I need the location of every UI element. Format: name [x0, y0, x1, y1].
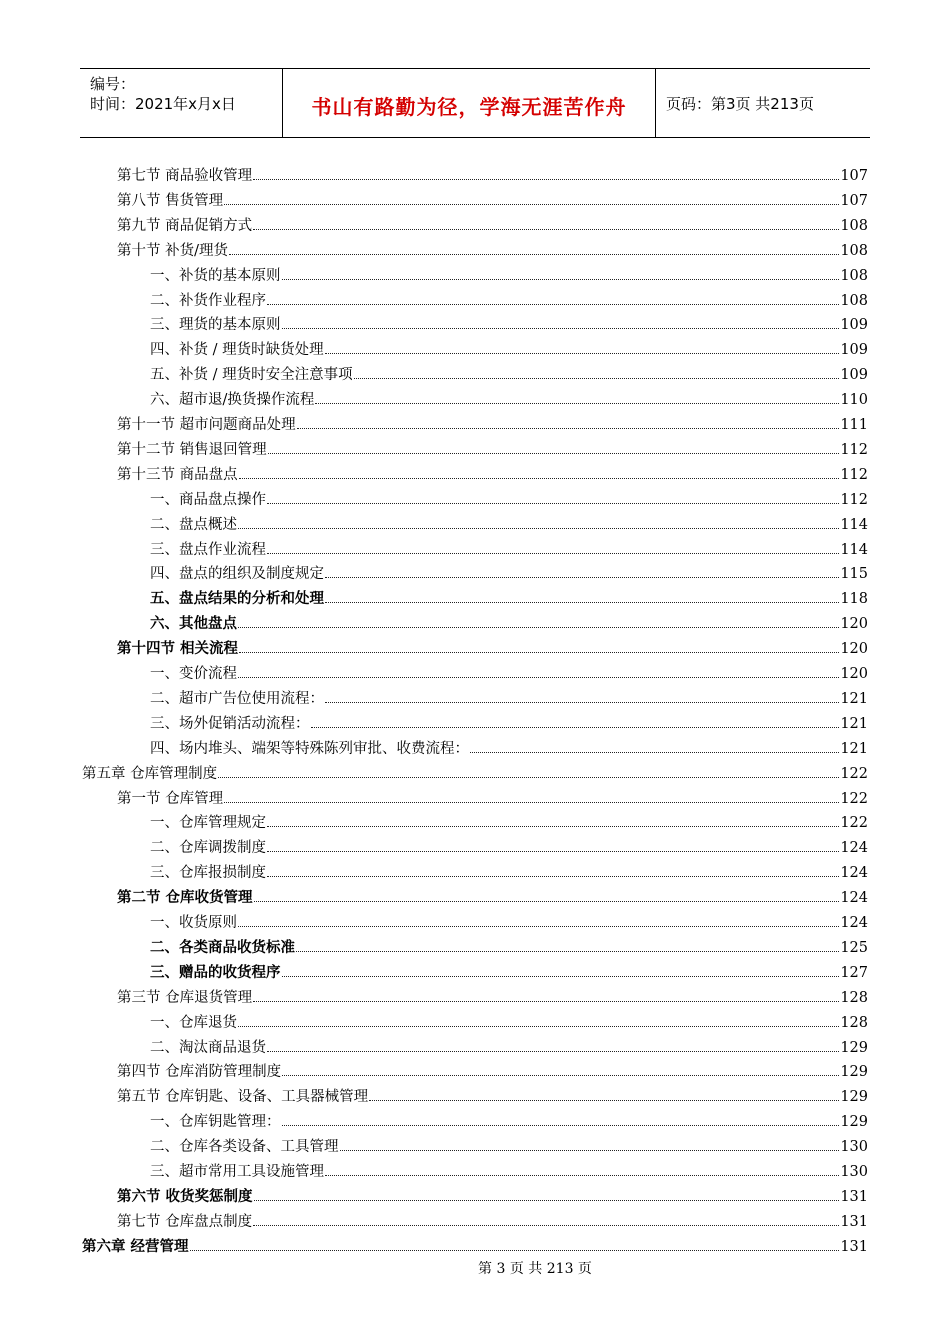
toc-leader-dots [239, 478, 840, 479]
toc-entry-page: 115 [840, 566, 868, 583]
toc-entry-page: 129 [840, 1039, 868, 1056]
toc-entry[interactable] [150, 959, 868, 981]
toc-leader-dots [268, 453, 840, 454]
toc-leader-dots [229, 254, 839, 255]
toc-entry[interactable] [117, 237, 868, 259]
toc-leader-dots [282, 328, 840, 329]
toc-leader-dots [369, 1100, 839, 1101]
doc-number-label: 编号： [90, 75, 136, 93]
toc-leader-dots [238, 1026, 839, 1027]
toc-entry-title: 一、收货原则 [150, 915, 237, 931]
toc-entry[interactable] [150, 1034, 868, 1056]
toc-entry[interactable] [82, 760, 868, 782]
toc-entry[interactable] [150, 809, 868, 831]
toc-entry-title: 一、仓库管理规定 [150, 815, 266, 832]
toc-entry[interactable] [117, 884, 868, 906]
toc-entry-title: 四、盘点的组织及制度规定 [150, 566, 324, 583]
toc-entry[interactable] [150, 834, 868, 856]
toc-leader-dots [282, 976, 840, 977]
toc-entry[interactable] [150, 287, 868, 309]
toc-entry-title: 第六章 经营管理 [82, 1237, 189, 1255]
toc-leader-dots [267, 1051, 839, 1052]
toc-leader-dots [254, 901, 840, 902]
toc-entry-title: 一、仓库钥匙管理： [150, 1114, 281, 1131]
toc-leader-dots [267, 304, 839, 305]
toc-entry-title: 二、仓库调拨制度 [150, 840, 266, 857]
toc-entry-title: 第一节 仓库管理 [117, 790, 224, 807]
toc-entry-page: 120 [840, 641, 868, 658]
toc-entry-title: 六、其他盘点 [150, 615, 237, 633]
toc-leader-dots [267, 553, 839, 554]
toc-entry[interactable] [117, 1183, 868, 1205]
toc-entry[interactable] [117, 187, 868, 209]
toc-entry-page: 110 [840, 392, 868, 409]
header-meta-cell [80, 69, 283, 137]
toc-entry-page: 107 [840, 168, 868, 184]
toc-entry-title: 三、理货的基本原则 [150, 317, 281, 334]
toc-entry[interactable] [117, 461, 868, 483]
toc-entry-page: 108 [840, 267, 868, 284]
toc-entry-page: 122 [840, 815, 868, 832]
toc-leader-dots [253, 1001, 839, 1002]
toc-leader-dots [325, 602, 839, 603]
toc-entry-page: 109 [840, 342, 868, 359]
toc-leader-dots [282, 1125, 840, 1126]
toc-entry-page: 111 [840, 417, 868, 433]
toc-entry[interactable] [150, 1133, 868, 1155]
toc-entry-title: 二、各类商品收货标准 [150, 938, 295, 956]
toc-entry-title: 第二节 仓库收货管理 [117, 889, 253, 907]
toc-entry-page: 127 [840, 964, 868, 981]
toc-leader-dots [325, 353, 840, 354]
toc-entry-page: 124 [840, 865, 868, 882]
toc-leader-dots [238, 627, 839, 628]
toc-entry-title: 五、补货 / 理货时安全注意事项 [150, 367, 353, 384]
toc-entry-page: 114 [840, 516, 868, 533]
toc-entry-title: 三、场外促销活动流程： [150, 715, 310, 732]
toc-entry-title: 二、淘汰商品退货 [150, 1039, 266, 1056]
toc-entry-title: 第十三节 商品盘点 [117, 466, 238, 483]
toc-entry-title: 第八节 售货管理 [117, 192, 224, 209]
toc-entry-page: 121 [840, 690, 868, 707]
toc-leader-dots [224, 204, 839, 205]
toc-entry-page: 121 [840, 740, 868, 757]
toc-entry[interactable] [117, 212, 868, 234]
toc-entry-title: 第六节 收货奖惩制度 [117, 1187, 253, 1205]
toc-entry-title: 第七节 商品验收管理 [117, 168, 253, 184]
toc-entry-title: 四、场内堆头、端架等特殊陈列审批、收费流程： [150, 740, 469, 757]
toc-entry-page: 118 [840, 591, 868, 608]
toc-entry[interactable] [150, 336, 868, 358]
toc-entry-title: 第十四节 相关流程 [117, 640, 239, 658]
toc-entry[interactable] [150, 610, 868, 632]
toc-entry-page: 108 [840, 217, 868, 234]
toc-leader-dots [238, 528, 839, 529]
toc-entry-title: 四、补货 / 理货时缺货处理 [150, 342, 324, 359]
toc-entry-page: 109 [840, 367, 868, 384]
toc-leader-dots [325, 702, 839, 703]
toc-entry-title: 第五章 仓库管理制度 [82, 765, 218, 782]
toc-entry-page: 129 [840, 1114, 868, 1131]
header-motto: 书山有路勤为径，学海无涯苦作舟 [311, 95, 627, 119]
toc-entry[interactable] [150, 386, 868, 408]
toc-entry-title: 第十节 补货/理货 [117, 242, 228, 259]
toc-entry[interactable] [117, 1083, 868, 1105]
toc-entry-title: 二、盘点概述 [150, 516, 237, 533]
toc-entry-title: 第四节 仓库消防管理制度 [117, 1064, 282, 1081]
toc-entry-page: 130 [840, 1164, 868, 1180]
toc-entry[interactable] [117, 635, 868, 657]
toc-entry[interactable] [150, 311, 868, 333]
page-header [80, 68, 870, 138]
toc-entry-page: 125 [840, 939, 868, 956]
toc-entry[interactable] [117, 436, 868, 458]
toc-entry[interactable] [150, 536, 868, 558]
toc-entry[interactable] [150, 685, 868, 707]
toc-entry[interactable] [150, 560, 868, 582]
toc-entry-title: 第七节 仓库盘点制度 [117, 1213, 253, 1230]
toc-entry-page: 108 [840, 242, 868, 259]
toc-entry[interactable] [117, 984, 868, 1006]
toc-entry[interactable] [150, 909, 868, 931]
toc-entry-title: 三、赠品的收货程序 [150, 963, 281, 981]
toc-leader-dots [267, 826, 839, 827]
toc-entry-title: 第三节 仓库退货管理 [117, 989, 253, 1006]
toc-entry[interactable] [117, 1208, 868, 1230]
toc-entry-page: 124 [840, 840, 868, 857]
toc-entry-page: 120 [840, 616, 868, 633]
toc-entry-page: 131 [840, 1238, 868, 1255]
toc-leader-dots [267, 851, 839, 852]
toc-entry-page: 112 [840, 491, 868, 508]
toc-leader-dots [282, 279, 840, 280]
toc-entry-title: 第九节 商品促销方式 [117, 217, 253, 234]
toc-entry-title: 三、盘点作业流程 [150, 541, 266, 558]
toc-entry-title: 二、超市广告位使用流程： [150, 690, 324, 707]
toc-leader-dots [238, 677, 839, 678]
toc-entry-page: 130 [840, 1139, 868, 1156]
toc-entry-page: 131 [840, 1188, 868, 1205]
toc-entry[interactable] [150, 934, 868, 956]
toc-entry-title: 六、超市退/换货操作流程 [150, 392, 315, 409]
toc-entry[interactable] [150, 660, 868, 682]
toc-leader-dots [267, 503, 839, 504]
toc-entry-title: 第十一节 超市问题商品处理 [117, 417, 296, 433]
toc-entry[interactable] [150, 859, 868, 881]
toc-entry[interactable] [150, 511, 868, 533]
toc-entry-page: 109 [840, 317, 868, 334]
toc-entry[interactable] [150, 585, 868, 607]
toc-entry[interactable] [82, 1233, 868, 1255]
toc-entry[interactable] [150, 735, 868, 757]
toc-leader-dots [253, 179, 839, 180]
toc-entry-page: 108 [840, 292, 868, 309]
toc-entry-page: 131 [840, 1213, 868, 1230]
toc-leader-dots [253, 1225, 839, 1226]
toc-leader-dots [282, 1075, 839, 1076]
toc-entry-title: 一、商品盘点操作 [150, 491, 266, 508]
toc-entry-title: 二、仓库各类设备、工具管理 [150, 1139, 339, 1156]
toc-entry-title: 一、仓库退货 [150, 1014, 237, 1031]
toc-entry-page: 129 [840, 1089, 868, 1106]
toc-leader-dots [354, 378, 840, 379]
toc-entry-page: 112 [840, 466, 868, 483]
toc-entry-page: 112 [840, 441, 868, 458]
toc-leader-dots [267, 876, 839, 877]
toc-entry[interactable] [150, 1158, 868, 1180]
header-page-cell [656, 69, 870, 137]
toc-entry[interactable] [150, 710, 868, 732]
toc-entry-page: 124 [840, 890, 868, 907]
toc-entry[interactable] [150, 486, 868, 508]
toc-leader-dots [238, 926, 839, 927]
toc-entry-page: 122 [840, 765, 868, 782]
toc-entry-page: 121 [840, 715, 868, 732]
toc-entry-title: 五、盘点结果的分析和处理 [150, 590, 324, 608]
toc-leader-dots [190, 1250, 840, 1251]
toc-entry[interactable] [117, 411, 868, 433]
toc-entry[interactable] [150, 361, 868, 383]
page-footer: 第 3 页 共 213 页 [478, 1261, 592, 1277]
toc-entry-page: 120 [840, 666, 868, 682]
toc-leader-dots [325, 577, 839, 578]
toc-entry-page: 107 [840, 192, 868, 209]
header-motto-cell [283, 69, 656, 137]
toc-entry-page: 124 [840, 915, 868, 931]
toc-leader-dots [224, 802, 839, 803]
toc-entry[interactable] [150, 1108, 868, 1130]
toc-entry-title: 三、超市常用工具设施管理 [150, 1164, 324, 1180]
toc-leader-dots [253, 229, 839, 230]
toc-entry-page: 122 [840, 790, 868, 807]
toc-leader-dots [296, 951, 839, 952]
toc-entry[interactable] [117, 1058, 868, 1080]
toc-entry[interactable] [117, 785, 868, 807]
toc-leader-dots [340, 1150, 840, 1151]
toc-entry-title: 三、仓库报损制度 [150, 865, 266, 882]
toc-entry[interactable] [150, 262, 868, 284]
doc-date-label: 时间：2021年x月x日 [90, 95, 236, 113]
toc-entry-title: 一、补货的基本原则 [150, 267, 281, 284]
toc-leader-dots [325, 1175, 839, 1176]
toc-entry-title: 一、变价流程 [150, 666, 237, 682]
toc-entry-page: 129 [840, 1064, 868, 1081]
toc-leader-dots [297, 428, 840, 429]
toc-entry[interactable] [150, 1009, 868, 1031]
toc-entry-title: 第十二节 销售退回管理 [117, 441, 267, 458]
toc-entry-page: 114 [840, 541, 868, 558]
toc-leader-dots [239, 652, 839, 653]
toc-leader-dots [254, 1200, 840, 1201]
toc-leader-dots [315, 403, 839, 404]
toc-entry-page: 128 [840, 1014, 868, 1031]
toc-entry-title: 二、补货作业程序 [150, 292, 266, 309]
toc-entry-title: 第五节 仓库钥匙、设备、工具器械管理 [117, 1089, 369, 1106]
toc-entry-page: 128 [840, 989, 868, 1006]
toc-leader-dots [470, 752, 839, 753]
toc-leader-dots [311, 727, 840, 728]
toc-entry[interactable] [117, 162, 868, 184]
toc-leader-dots [218, 777, 839, 778]
header-page-info: 页码：第3页 共213页 [666, 95, 814, 113]
